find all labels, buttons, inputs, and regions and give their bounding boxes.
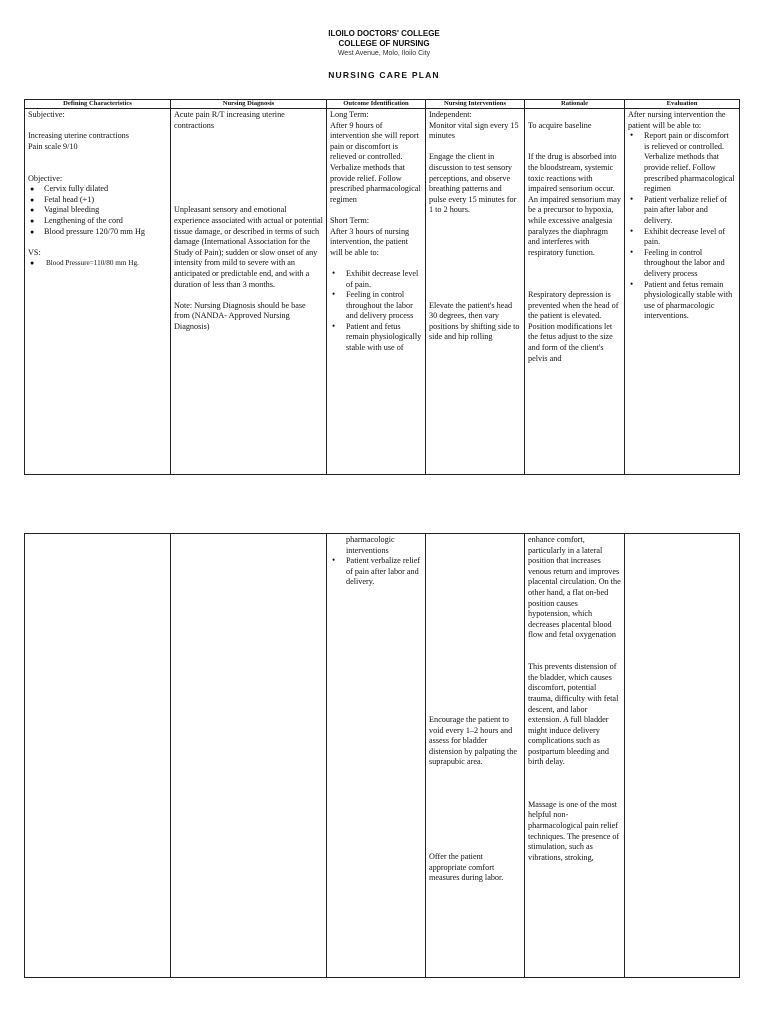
intervention-1: Monitor vital sign every 15 minutes [429,120,519,141]
outcome-list [330,269,422,354]
college-address: West Avenue, Molo, Iloilo City [337,50,431,57]
care-plan-table-page1 [24,99,740,475]
col-nursing-interventions: Nursing Interventions [426,100,525,109]
subjective-item: Increasing uterine contractions [28,131,129,141]
outcome-identification-cell [327,534,426,978]
list-item: ● Fetal head (+1) [28,195,167,206]
rationale-3: Respiratory depression is prevented when the head of the patient is elevated. Position modifications let the fetus adjust to the size and form of the client's pelvis and [528,290,619,363]
document-title: NURSING CARE PLAN [328,70,440,80]
list-item: • Feeling in control throughout the labor and delivery process [628,248,736,280]
rationale-4: This prevents distension of the bladder, which causes discomfort, potential trauma, difficulty with fetal descent, and labor extension. A full bladder might induce delivery complications such as postpartum bleeding and birth delay. [528,662,619,767]
outcome-continued: pharmacologic interventions [346,535,395,555]
objective-list [28,184,167,237]
diagnosis-definition: Unpleasant sensory and emotional experience associated with actual or potential tissue damage, or described in terms of such damage (International Association for the Study of Pain); sudden or slow onset of any intensity from mild to severe with an anticipated or predictable end, and with a duration of less than 3 months. [174,205,323,289]
intervention-5: Offer the patient appropriate comfort measures during labor. [429,851,504,883]
diagnosis-statement: Acute pain R/T increasing uterine contractions [174,110,285,130]
subjective-item: Pain scale 9/10 [28,141,78,151]
list-item: ● Cervix fully dilated [28,184,167,195]
header-row [25,100,740,109]
rationale-1: To acquire baseline [528,120,592,130]
col-rationale: Rationale [525,100,625,109]
list-item: • Feeling in control throughout the labor and delivery process [330,290,422,322]
defining-characteristics-cell [25,109,171,475]
list-item: ● Blood pressure 120/70 mm Hg [28,227,167,238]
nursing-interventions-cell [426,534,525,978]
table-row [25,534,740,978]
long-term-label: Long Term: [330,110,369,119]
short-term-goal: After 3 hours of nursing intervention, the patient will be able to: [330,226,410,257]
rationale-cell [525,109,625,475]
evaluation-cell [625,109,740,475]
short-term-label: Short Term: [330,215,370,225]
college-name: ILOILO DOCTORS' COLLEGE [328,29,440,38]
list-item: • Report pain or discomfort is relieved or controlled. Verbalize methods that provide relief. Follow prescribed pharmacological regimen [628,131,736,195]
list-item: • Patient verbalize relief of pain after labor and delivery. [628,195,736,227]
col-defining-characteristics: Defining Characteristics [25,100,171,109]
list-item: ● Lengthening of the cord [28,216,167,227]
intervention-2: Engage the client in discussion to test sensory perceptions, and observe breathing patterns and pulse every 15 minutes for 1 to 2 hours. [429,152,517,215]
vs-list [28,258,167,269]
col-outcome-identification: Outcome Identification [327,100,426,109]
intervention-3: Elevate the patient's head 30 degrees, then vary positions by shifting side to side and hip rolling [429,300,520,342]
nursing-interventions-cell [426,109,525,475]
rationale-cell [525,534,625,978]
col-evaluation: Evaluation [625,100,740,109]
vs-label: VS: [28,247,41,257]
list-item: • Patient and fetus remain physiologically stable with use of pharmacologic interventions. [628,280,736,322]
list-item: ● Blood Pressure=110/80 mm Hg. [28,258,167,269]
list-item: • Patient and fetus remain physiologically stable with use of [330,322,422,354]
rationale-2: If the drug is absorbed into the bloodstream, systemic toxic reactions with impaired sensorium occur. An impaired sensorium may be a precursor to hypoxia, while excessive analgesia paralyzes the diaphragm and interferes with respiratory function. [528,152,622,257]
objective-label: Objective: [28,173,63,183]
outcome-list [330,556,422,588]
evaluation-list [628,131,736,322]
rationale-3-continued: enhance comfort, particularly in a lateral position that increases venous return and improves placental circulation. On the other hand, a flat on-bed position causes hypotension, which decreases placental blood flow and fetal oxygenation [528,535,621,640]
list-item: ● Vaginal bleeding [28,205,167,216]
intervention-4: Encourage the patient to void every 1–2 hours and assess for bladder distension by palpating the suprapubic area. [429,715,518,767]
school-name: COLLEGE OF NURSING [338,39,430,48]
subjective-label: Subjective: [28,110,65,119]
table-row [25,109,740,475]
list-item: • Patient verbalize relief of pain after labor and delivery. [330,556,422,588]
list-item: • Exhibit decrease level of pain. [628,227,736,248]
outcome-identification-cell [327,109,426,475]
nursing-diagnosis-cell [171,534,327,978]
nursing-diagnosis-cell [171,109,327,475]
evaluation-intro: After nursing intervention the patient will be able to: [628,110,726,130]
defining-characteristics-cell [25,534,171,978]
long-term-goal: After 9 hours of intervention she will report pain or discomfort is relieved or controlled. Verbalize methods that provide relief. Follow prescribed pharmacological regimen [330,120,421,204]
independent-label: Independent: [429,110,472,119]
diagnosis-note: Note: Nursing Diagnosis should be base from (NANDA- Approved Nursing Diagnosis) [174,300,306,331]
evaluation-cell [625,534,740,978]
col-nursing-diagnosis: Nursing Diagnosis [171,100,327,109]
rationale-5: Massage is one of the most helpful non-pharmacological pain relief techniques. The presence of stimulation, such as vibrations, stroking, [528,799,620,862]
care-plan-table-page2 [24,533,740,978]
list-item: • Exhibit decrease level of pain. [330,269,422,290]
